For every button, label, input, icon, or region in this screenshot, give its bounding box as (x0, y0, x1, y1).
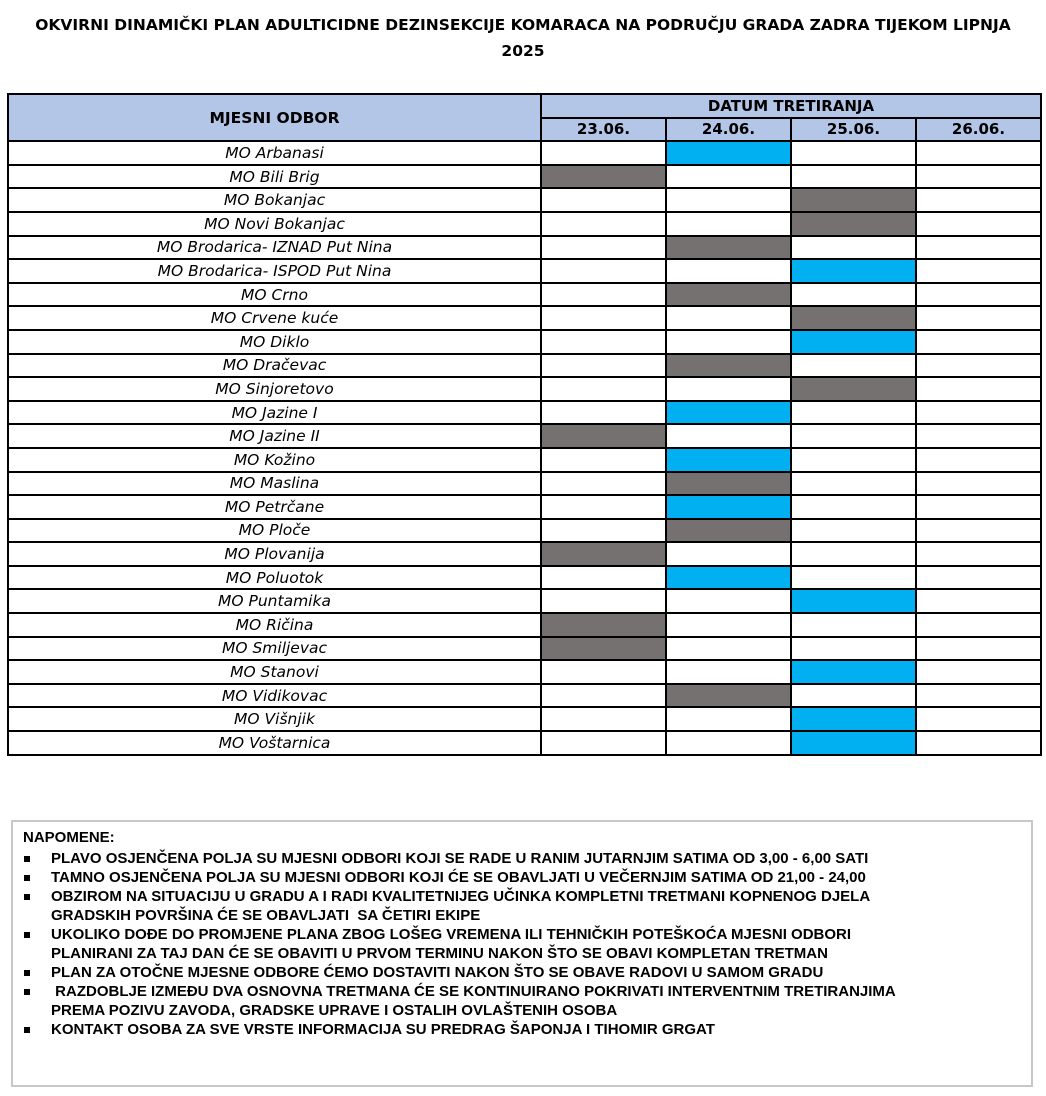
empty-date-cell (541, 212, 666, 236)
mjesni-odbor-name: MO Kožino (8, 448, 541, 472)
empty-date-cell (916, 188, 1041, 212)
bullet-icon (24, 989, 30, 995)
empty-date-cell (791, 566, 916, 590)
header-date: 23.06. (541, 118, 666, 142)
mjesni-odbor-name: MO Smiljevac (8, 637, 541, 661)
morning-treatment-cell (666, 495, 791, 519)
table-body (8, 141, 1041, 754)
morning-treatment-cell (666, 141, 791, 165)
empty-date-cell (666, 542, 791, 566)
bullet-icon (24, 875, 30, 881)
empty-date-cell (666, 660, 791, 684)
empty-date-cell (541, 684, 666, 708)
notes-title: NAPOMENE: (23, 829, 115, 846)
table-row (8, 377, 1041, 401)
empty-date-cell (916, 495, 1041, 519)
table-row (8, 354, 1041, 378)
note-item (23, 982, 1023, 1020)
note-item (23, 963, 1023, 982)
bullet-icon (24, 856, 30, 862)
header-datum-tretiranja: DATUM TRETIRANJA (541, 94, 1041, 118)
evening-treatment-cell (541, 424, 666, 448)
empty-date-cell (916, 613, 1041, 637)
table-row (8, 165, 1041, 189)
note-line: PREMA POZIVU ZAVODA, GRADSKE UPRAVE I OSTALIH OVLAŠTENIH OSOBA (51, 1002, 618, 1019)
table-row (8, 259, 1041, 283)
empty-date-cell (916, 401, 1041, 425)
evening-treatment-cell (666, 684, 791, 708)
mjesni-odbor-name: MO Stanovi (8, 660, 541, 684)
table-row (8, 188, 1041, 212)
empty-date-cell (916, 283, 1041, 307)
note-item (23, 849, 1023, 868)
empty-date-cell (541, 589, 666, 613)
empty-date-cell (791, 637, 916, 661)
note-line: TAMNO OSJENČENA POLJA SU MJESNI ODBORI KOJI ĆE SE OBAVLJATI U VEČERNJIM SATIMA OD 21,00 - 24,00 (51, 869, 866, 886)
table-row (8, 731, 1041, 755)
empty-date-cell (916, 259, 1041, 283)
table-row (8, 330, 1041, 354)
morning-treatment-cell (791, 707, 916, 731)
empty-date-cell (666, 424, 791, 448)
notes-box (11, 820, 1033, 1087)
empty-date-cell (541, 707, 666, 731)
empty-date-cell (791, 684, 916, 708)
mjesni-odbor-name: MO Puntamika (8, 589, 541, 613)
empty-date-cell (541, 354, 666, 378)
note-line: PLAVO OSJENČENA POLJA SU MJESNI ODBORI KOJI SE RADE U RANIM JUTARNJIM SATIMA OD 3,00 - 6,00 SATI (51, 850, 869, 867)
header-date: 25.06. (791, 118, 916, 142)
empty-date-cell (541, 566, 666, 590)
evening-treatment-cell (791, 188, 916, 212)
mjesni-odbor-name: MO Maslina (8, 472, 541, 496)
empty-date-cell (916, 377, 1041, 401)
empty-date-cell (916, 306, 1041, 330)
table-row (8, 589, 1041, 613)
mjesni-odbor-name: MO Vidikovac (8, 684, 541, 708)
empty-date-cell (666, 259, 791, 283)
mjesni-odbor-name: MO Dračevac (8, 354, 541, 378)
header-date: 24.06. (666, 118, 791, 142)
evening-treatment-cell (541, 637, 666, 661)
table-row (8, 283, 1041, 307)
mjesni-odbor-name: MO Novi Bokanjac (8, 212, 541, 236)
morning-treatment-cell (791, 589, 916, 613)
note-line: KONTAKT OSOBA ZA SVE VRSTE INFORMACIJA SU PREDRAG ŠAPONJA I TIHOMIR GRGAT (51, 1021, 715, 1038)
mjesni-odbor-name: MO Ričina (8, 613, 541, 637)
mjesni-odbor-name: MO Jazine II (8, 424, 541, 448)
table-row (8, 542, 1041, 566)
table-row (8, 660, 1041, 684)
morning-treatment-cell (666, 566, 791, 590)
empty-date-cell (541, 283, 666, 307)
empty-date-cell (916, 707, 1041, 731)
empty-date-cell (916, 236, 1041, 260)
note-line: OBZIROM NA SITUACIJU U GRADU A I RADI KVALITETNIJEG UČINKA KOMPLETNI TRETMANI KOPNENOG DJELA (51, 888, 871, 905)
empty-date-cell (541, 519, 666, 543)
empty-date-cell (791, 495, 916, 519)
empty-date-cell (791, 354, 916, 378)
morning-treatment-cell (791, 330, 916, 354)
table-row (8, 212, 1041, 236)
empty-date-cell (916, 660, 1041, 684)
treatment-plan-table (7, 93, 1042, 756)
evening-treatment-cell (666, 354, 791, 378)
empty-date-cell (541, 141, 666, 165)
note-item (23, 868, 1023, 887)
note-line: UKOLIKO DOĐE DO PROMJENE PLANA ZBOG LOŠEG VREMENA ILI TEHNIČKIH POTEŠKOĆA MJESNI ODBORI (51, 926, 852, 943)
empty-date-cell (541, 188, 666, 212)
empty-date-cell (541, 330, 666, 354)
table-row (8, 495, 1041, 519)
morning-treatment-cell (791, 731, 916, 755)
empty-date-cell (666, 707, 791, 731)
empty-date-cell (666, 306, 791, 330)
empty-date-cell (791, 448, 916, 472)
empty-date-cell (791, 401, 916, 425)
empty-date-cell (791, 613, 916, 637)
mjesni-odbor-name: MO Poluotok (8, 566, 541, 590)
table-row (8, 566, 1041, 590)
empty-date-cell (541, 495, 666, 519)
notes-list (23, 849, 1023, 1039)
table-row (8, 236, 1041, 260)
empty-date-cell (916, 165, 1041, 189)
mjesni-odbor-name: MO Sinjoretovo (8, 377, 541, 401)
empty-date-cell (541, 306, 666, 330)
table-row (8, 306, 1041, 330)
table-row (8, 613, 1041, 637)
table-row (8, 637, 1041, 661)
mjesni-odbor-name: MO Brodarica- IZNAD Put Nina (8, 236, 541, 260)
mjesni-odbor-name: MO Bili Brig (8, 165, 541, 189)
empty-date-cell (666, 731, 791, 755)
empty-date-cell (541, 660, 666, 684)
empty-date-cell (666, 637, 791, 661)
bullet-icon (24, 1027, 30, 1033)
empty-date-cell (541, 448, 666, 472)
table-row (8, 472, 1041, 496)
table-row (8, 448, 1041, 472)
empty-date-cell (916, 637, 1041, 661)
note-item (23, 925, 1023, 963)
bullet-icon (24, 932, 30, 938)
morning-treatment-cell (791, 660, 916, 684)
empty-date-cell (791, 542, 916, 566)
mjesni-odbor-name: MO Plovanija (8, 542, 541, 566)
empty-date-cell (916, 354, 1041, 378)
table-row (8, 707, 1041, 731)
empty-date-cell (791, 165, 916, 189)
table-row (8, 424, 1041, 448)
mjesni-odbor-name: MO Crno (8, 283, 541, 307)
header-mjesni-odbor: MJESNI ODBOR (8, 94, 541, 141)
empty-date-cell (916, 212, 1041, 236)
empty-date-cell (666, 589, 791, 613)
mjesni-odbor-name: MO Bokanjac (8, 188, 541, 212)
table-row (8, 684, 1041, 708)
evening-treatment-cell (541, 542, 666, 566)
evening-treatment-cell (666, 236, 791, 260)
table-row (8, 141, 1041, 165)
evening-treatment-cell (791, 212, 916, 236)
note-line: RAZDOBLJE IZMEĐU DVA OSNOVNA TRETMANA ĆE SE KONTINUIRANO POKRIVATI INTERVENTNIM TRETIRANJIMA (51, 983, 896, 1000)
table-row (8, 401, 1041, 425)
morning-treatment-cell (666, 448, 791, 472)
evening-treatment-cell (666, 472, 791, 496)
evening-treatment-cell (791, 377, 916, 401)
empty-date-cell (791, 424, 916, 448)
empty-date-cell (916, 472, 1041, 496)
empty-date-cell (916, 566, 1041, 590)
empty-date-cell (916, 519, 1041, 543)
empty-date-cell (541, 377, 666, 401)
bullet-icon (24, 894, 30, 900)
empty-date-cell (666, 188, 791, 212)
empty-date-cell (916, 141, 1041, 165)
evening-treatment-cell (541, 613, 666, 637)
note-line: PLAN ZA OTOČNE MJESNE ODBORE ĆEMO DOSTAVITI NAKON ŠTO SE OBAVE RADOVI U SAMOM GRADU (51, 964, 824, 981)
mjesni-odbor-name: MO Voštarnica (8, 731, 541, 755)
evening-treatment-cell (541, 165, 666, 189)
evening-treatment-cell (791, 306, 916, 330)
mjesni-odbor-name: MO Crvene kuće (8, 306, 541, 330)
document-title (0, 12, 1046, 64)
mjesni-odbor-name: MO Jazine I (8, 401, 541, 425)
mjesni-odbor-name: MO Višnjik (8, 707, 541, 731)
note-item (23, 887, 1023, 925)
empty-date-cell (916, 330, 1041, 354)
empty-date-cell (791, 236, 916, 260)
mjesni-odbor-name: MO Brodarica- ISPOD Put Nina (8, 259, 541, 283)
empty-date-cell (666, 165, 791, 189)
empty-date-cell (541, 236, 666, 260)
evening-treatment-cell (666, 283, 791, 307)
empty-date-cell (916, 424, 1041, 448)
empty-date-cell (791, 519, 916, 543)
empty-date-cell (916, 684, 1041, 708)
note-line: PLANIRANI ZA TAJ DAN ĆE SE OBAVITI U PRVOM TERMINU NAKON ŠTO SE OBAVI KOMPLETAN TRETMAN (51, 945, 828, 962)
morning-treatment-cell (666, 401, 791, 425)
evening-treatment-cell (666, 519, 791, 543)
empty-date-cell (791, 472, 916, 496)
title-line-1: OKVIRNI DINAMIČKI PLAN ADULTICIDNE DEZINSEKCIJE KOMARACA NA PODRUČJU GRADA ZADRA TIJEKOM LIPNJA (35, 16, 1011, 34)
table-row (8, 519, 1041, 543)
empty-date-cell (916, 542, 1041, 566)
empty-date-cell (916, 448, 1041, 472)
empty-date-cell (666, 212, 791, 236)
empty-date-cell (541, 472, 666, 496)
morning-treatment-cell (791, 259, 916, 283)
empty-date-cell (916, 589, 1041, 613)
note-item (23, 1020, 1023, 1039)
empty-date-cell (666, 377, 791, 401)
mjesni-odbor-name: MO Petrčane (8, 495, 541, 519)
empty-date-cell (541, 259, 666, 283)
mjesni-odbor-name: MO Ploče (8, 519, 541, 543)
header-date: 26.06. (916, 118, 1041, 142)
mjesni-odbor-name: MO Diklo (8, 330, 541, 354)
empty-date-cell (916, 731, 1041, 755)
empty-date-cell (541, 731, 666, 755)
mjesni-odbor-name: MO Arbanasi (8, 141, 541, 165)
empty-date-cell (791, 141, 916, 165)
empty-date-cell (541, 401, 666, 425)
empty-date-cell (666, 613, 791, 637)
title-line-2: 2025 (501, 42, 545, 60)
empty-date-cell (666, 330, 791, 354)
bullet-icon (24, 970, 30, 976)
empty-date-cell (791, 283, 916, 307)
note-line: GRADSKIH POVRŠINA ĆE SE OBAVLJATI SA ČETIRI EKIPE (51, 907, 481, 924)
